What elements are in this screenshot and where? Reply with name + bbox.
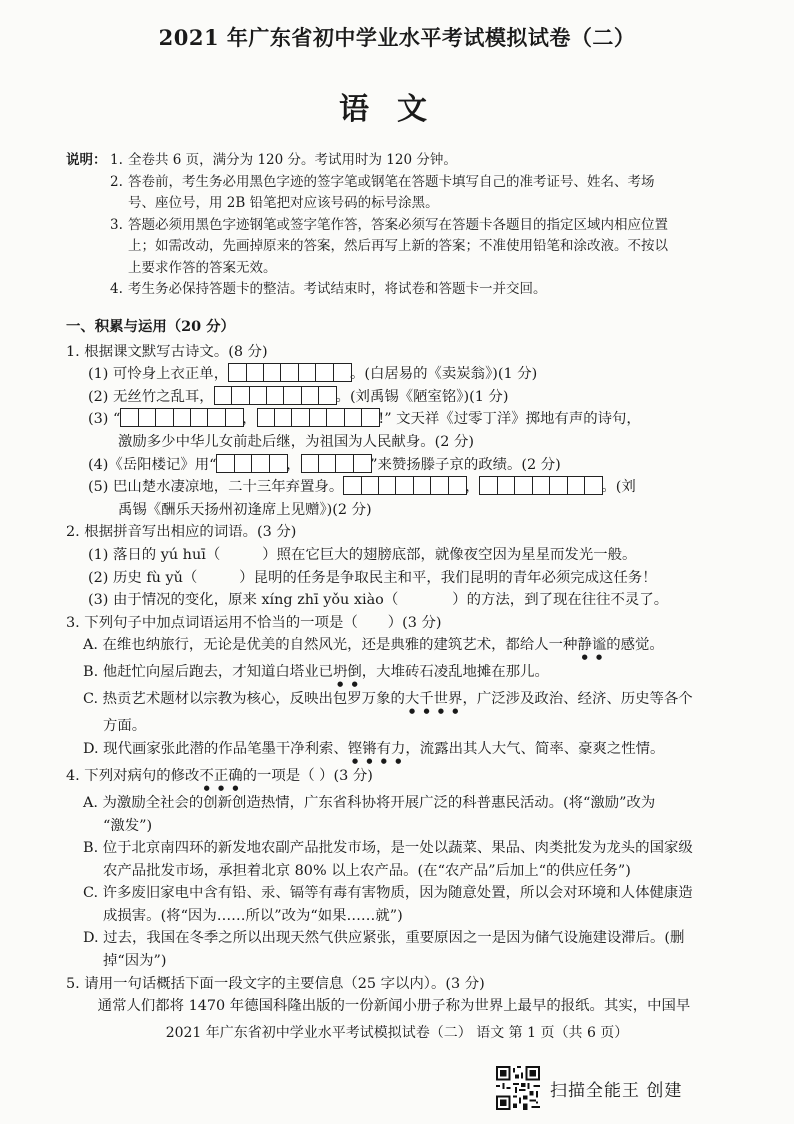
answer-box[interactable] xyxy=(274,408,293,427)
text: ，大堆砖石凌乱地摊在那儿。 xyxy=(361,664,549,681)
answer-box[interactable] xyxy=(190,408,209,427)
answer-boxes[interactable] xyxy=(257,408,379,427)
option-c xyxy=(66,688,732,715)
answer-box[interactable] xyxy=(249,386,268,405)
sub-question-cont: 激励多少中华儿女前赴后继，为祖国为人民献身。(2 分) xyxy=(118,433,474,450)
text: (4)《岳阳楼记》用“ xyxy=(88,456,217,473)
answer-box[interactable] xyxy=(567,476,586,495)
answer-box[interactable] xyxy=(315,363,334,382)
answer-box[interactable] xyxy=(263,363,282,382)
answer-box[interactable] xyxy=(497,476,516,495)
reading-passage: 通常人们都将 1470 年德国科隆出版的一份新闻小册子称为世界上最早的报纸。其实，中国早 xyxy=(97,998,691,1015)
option-a xyxy=(66,634,732,661)
text: 。(刘 xyxy=(601,479,636,496)
note-number: 1. xyxy=(110,152,123,168)
answer-box[interactable] xyxy=(225,408,244,427)
sub-question xyxy=(66,386,732,409)
page-footer: 2021 年广东省初中学业水平考试模拟试卷（二） 语文 第 1 页（共 6 页） xyxy=(165,1025,629,1041)
answer-box[interactable] xyxy=(280,363,299,382)
answer-box[interactable] xyxy=(344,408,363,427)
text: (1) 落日的 yú huī（ xyxy=(88,546,221,563)
answer-box[interactable] xyxy=(291,408,310,427)
answer-box[interactable] xyxy=(283,386,302,405)
sub-question xyxy=(66,363,732,386)
sub-question xyxy=(66,476,732,499)
answer-boxes[interactable] xyxy=(301,454,371,473)
sub-question xyxy=(66,454,732,477)
answer-boxes[interactable] xyxy=(343,476,465,495)
answer-boxes[interactable] xyxy=(120,408,242,427)
option-d xyxy=(66,738,732,765)
dotted-word: 铿锵有力 xyxy=(347,740,406,757)
text: ”来赞扬滕子京的政绩。(2 分) xyxy=(370,456,561,473)
answer-box[interactable] xyxy=(251,454,270,473)
answer-box[interactable] xyxy=(234,454,253,473)
text: ，流露出其人大气、简率、豪爽之性情。 xyxy=(405,740,665,757)
instructions-label: 说明： xyxy=(66,152,107,168)
option-a: A. 为激励全社会的创新创造热情，广东省科协将开展广泛的科普惠民活动。(将“激励”改为 xyxy=(83,794,656,811)
answer-box[interactable] xyxy=(266,386,285,405)
answer-box[interactable] xyxy=(343,476,362,495)
answer-box[interactable] xyxy=(361,476,380,495)
option-b: B. 位于北京南四环的新发地农副产品批发市场，是一处以蔬菜、果品、肉类批发为龙头的国家级 xyxy=(83,840,693,857)
sub-question xyxy=(66,589,732,612)
text: !” 文天祥《过零丁洋》掷地有声的诗句， xyxy=(378,411,641,428)
question-stem: 1. 根据课文默写古诗文。(8 分) xyxy=(66,343,268,360)
sub-question xyxy=(66,567,732,590)
question-1 xyxy=(66,341,732,522)
subject-title: 语文 xyxy=(339,92,455,127)
text: C. 热贡艺术题材以宗教为核心，反映出包罗万象的 xyxy=(83,691,405,708)
text: 。(白居易的《卖炭翁》)(1 分) xyxy=(349,366,538,383)
answer-box[interactable] xyxy=(333,363,352,382)
option-d-cont: 掉“因为”) xyxy=(103,953,167,970)
option-b xyxy=(66,661,732,688)
note-number: 2. xyxy=(110,173,123,190)
text: 的一项是（ ）(3 分) xyxy=(242,767,373,784)
text: A. 在维也纳旅行，无论是优美的自然风光，还是典雅的建筑艺术，都给人一种 xyxy=(83,637,578,654)
sub-question-cont: 禹锡《酬乐天扬州初逢席上见赠》)(2 分) xyxy=(118,501,372,518)
answer-box[interactable] xyxy=(214,386,233,405)
text: 3. 下列句子中加点词语运用不恰当的一项是（ xyxy=(66,614,358,631)
answer-box[interactable] xyxy=(207,408,226,427)
answer-box[interactable] xyxy=(120,408,139,427)
note-text: 考生务必保持答题卡的整洁。考试结束时，将试卷和答题卡一并交回。 xyxy=(128,281,547,297)
text: ，广泛涉及政治、经济、历史等各个 xyxy=(462,691,693,708)
text: (1) 可怜身上衣正单， xyxy=(88,366,229,383)
answer-box[interactable] xyxy=(138,408,157,427)
answer-box[interactable] xyxy=(231,386,250,405)
note-text: 上要求作答的答案无效。 xyxy=(128,259,277,276)
answer-box[interactable] xyxy=(318,454,337,473)
note-text: 全卷共 6 页，满分为 120 分。考试用时为 120 分钟。 xyxy=(128,152,457,168)
answer-box[interactable] xyxy=(298,363,317,382)
watermark-text: 扫描全能王 创建 xyxy=(550,1080,683,1101)
answer-box[interactable] xyxy=(532,476,551,495)
questions xyxy=(66,316,732,1018)
text: ， xyxy=(465,479,480,496)
option-c-cont: 方面。 xyxy=(103,718,147,735)
answer-box[interactable] xyxy=(448,476,467,495)
text: D. 现代画家张此潜的作品笔墨干净利索、 xyxy=(83,740,348,757)
option-d: D. 过去，我国在冬季之所以出现天然气供应紧张，重要原因之一是因为储气设施建设滞后。(删 xyxy=(83,930,685,947)
answer-boxes[interactable] xyxy=(479,476,601,495)
sub-question xyxy=(66,408,732,431)
question-stem xyxy=(66,612,732,635)
dotted-word: 大千世界 xyxy=(404,691,463,708)
text: (3) “ xyxy=(88,411,121,428)
answer-box[interactable] xyxy=(430,476,449,495)
answer-box[interactable] xyxy=(326,408,345,427)
note-text: 上；如需改动，先画掉原来的答案，然后再写上新的答案；不准使用铅笔和涂改液。不按以 xyxy=(128,238,668,254)
note-text: 答题必须用黑色字迹钢笔或签字笔作答，答案必须写在答题卡各题目的指定区域内相应位置 xyxy=(128,216,668,233)
text: B. 他赶忙向屋后跑去，才知道白塔业已 xyxy=(83,664,333,681)
answer-box[interactable] xyxy=(479,476,498,495)
instructions xyxy=(66,150,726,301)
option-b-cont: 农产品批发市场，承担着北京 80% 以上农产品。(在“农产品”后加上“的供应任务”) xyxy=(103,862,631,879)
dotted-word: 静谧 xyxy=(577,637,607,654)
answer-box[interactable] xyxy=(353,454,372,473)
answer-boxes[interactable] xyxy=(228,363,350,382)
answer-box[interactable] xyxy=(514,476,533,495)
text: ）的方法，到了现在往往不灵了。 xyxy=(452,592,669,609)
question-stem: 2. 根据拼音写出相应的词语。(3 分) xyxy=(66,524,297,541)
answer-box[interactable] xyxy=(257,408,276,427)
exam-title: 2021 年广东省初中学业水平考试模拟试卷（二） xyxy=(158,25,636,50)
text: ）昆明的任务是争取民主和平，我们昆明的青年必须完成这任务！ xyxy=(239,569,657,586)
answer-box[interactable] xyxy=(173,408,192,427)
question-stem xyxy=(66,765,732,792)
answer-box[interactable] xyxy=(301,386,320,405)
qr-code-icon xyxy=(496,1066,540,1110)
note-text: 答卷前，考生务必用黑色字迹的签字笔或钢笔在答题卡填写自己的准考证号、姓名、考场 xyxy=(128,173,655,190)
text: ， xyxy=(242,411,257,428)
answer-box[interactable] xyxy=(549,476,568,495)
answer-box[interactable] xyxy=(246,363,265,382)
answer-box[interactable] xyxy=(301,454,320,473)
option-c: C. 许多废旧家电中含有铅、汞、镉等有毒有害物质，因为随意处置，所以会对环境和人体健康造 xyxy=(83,885,693,902)
text: (2) 无丝竹之乱耳， xyxy=(88,388,214,405)
answer-box[interactable] xyxy=(395,476,414,495)
answer-box[interactable] xyxy=(378,476,397,495)
answer-box[interactable] xyxy=(269,454,288,473)
question-3 xyxy=(66,612,732,765)
text: 4. 下列对病句的修改 xyxy=(66,767,200,784)
note-number: 4. xyxy=(110,281,123,297)
note-number: 3. xyxy=(110,216,123,233)
dotted-word: 坍倒 xyxy=(332,664,362,681)
text: ）(3 分) xyxy=(387,614,442,631)
section-title: 一、积累与运用（20 分） xyxy=(66,318,235,335)
question-5 xyxy=(66,973,732,1018)
text: (3) 由于情况的变化，原来 xíng zhī yǒu xiào（ xyxy=(88,592,399,609)
answer-box[interactable] xyxy=(309,408,328,427)
question-stem: 5. 请用一句话概括下面一段文字的主要信息（25 字以内）。(3 分) xyxy=(66,975,485,992)
option-c-cont: 成损害。(将“因为……所以”改为“如果……就”) xyxy=(103,907,403,924)
dotted-word: 不正确 xyxy=(199,767,243,784)
answer-box[interactable] xyxy=(216,454,235,473)
sub-question xyxy=(66,544,732,567)
text: ， xyxy=(286,456,301,473)
answer-box[interactable] xyxy=(318,386,337,405)
text: (2) 历史 fù yǔ（ xyxy=(88,569,198,586)
scanner-watermark xyxy=(496,1066,682,1110)
answer-boxes[interactable] xyxy=(216,454,286,473)
question-2 xyxy=(66,521,732,611)
option-a-cont: “激发”) xyxy=(103,817,153,834)
question-4 xyxy=(66,765,732,973)
answer-box[interactable] xyxy=(228,363,247,382)
answer-boxes[interactable] xyxy=(214,386,336,405)
text: ）照在它巨大的翅膀底部，就像夜空因为星星而发光一般。 xyxy=(262,546,637,563)
note-text: 号、座位号，用 2B 铅笔把对应该号码的标号涂黑。 xyxy=(128,195,439,211)
answer-box[interactable] xyxy=(155,408,174,427)
answer-box[interactable] xyxy=(335,454,354,473)
text: 的感觉。 xyxy=(606,637,664,654)
text: (5) 巴山楚水凄凉地，二十三年弃置身。 xyxy=(88,479,344,496)
answer-box[interactable] xyxy=(413,476,432,495)
text: 。(刘禹锡《陋室铭》)(1 分) xyxy=(335,388,509,405)
